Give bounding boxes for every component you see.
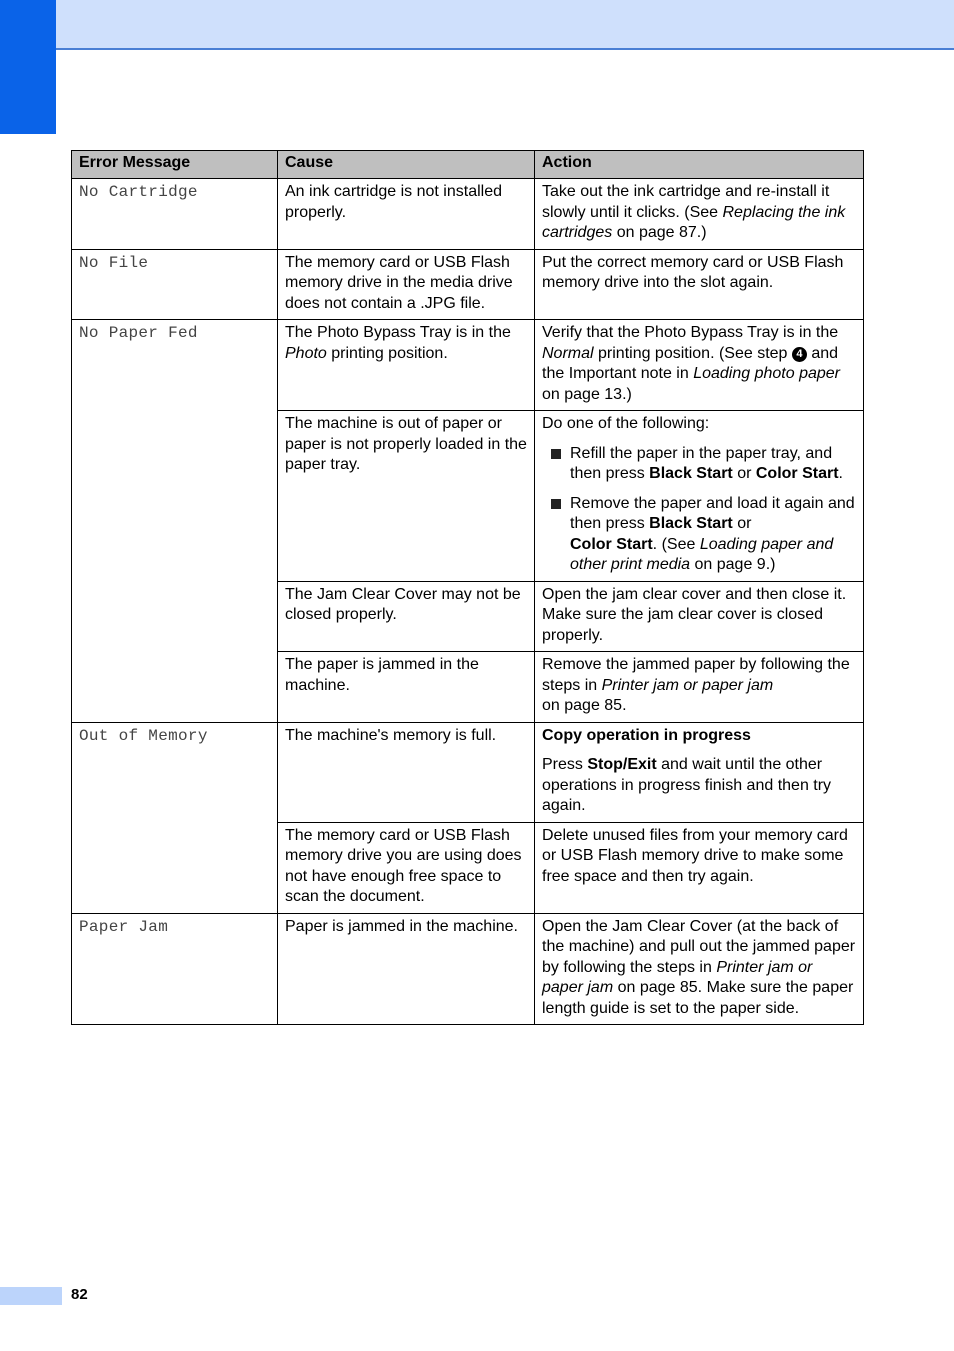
cross-reference: Replacing the ink cartridges bbox=[542, 203, 846, 241]
action-cell: Copy operation in progress Press Stop/Exit and wait until the other operations in progress finish and then try again. bbox=[535, 722, 864, 822]
error-code: No File bbox=[79, 253, 149, 272]
column-header-action: Action bbox=[535, 151, 864, 179]
column-header-cause: Cause bbox=[278, 151, 535, 179]
chapter-tab bbox=[0, 0, 56, 134]
cause-cell: The Jam Clear Cover may not be closed properly. bbox=[278, 581, 535, 652]
header-band bbox=[0, 0, 954, 49]
column-header-error-message: Error Message bbox=[72, 151, 278, 179]
action-cell: Put the correct memory card or USB Flash memory drive into the slot again. bbox=[535, 249, 864, 320]
footer-band bbox=[0, 1287, 62, 1305]
action-cell: Take out the ink cartridge and re-install it slowly until it clicks. (See Replacing the ink cartridges on page 87.) bbox=[535, 179, 864, 250]
error-message-cell bbox=[72, 249, 278, 320]
table-header-row bbox=[72, 151, 864, 179]
cause-cell: The paper is jammed in the machine. bbox=[278, 652, 535, 723]
cause-cell: The memory card or USB Flash memory drive in the media drive does not contain a .JPG file. bbox=[278, 249, 535, 320]
header-rule bbox=[56, 48, 954, 50]
square-bullet-icon bbox=[551, 449, 561, 459]
error-message-cell bbox=[72, 913, 278, 1025]
action-cell: Remove the jammed paper by following the steps in Printer jam or paper jam on page 85. bbox=[535, 652, 864, 723]
action-cell: Verify that the Photo Bypass Tray is in the Normal printing position. (See step 4 and the Important note in Loading photo paper on page 13.) bbox=[535, 320, 864, 411]
cause-cell: The Photo Bypass Tray is in the Photo printing position. bbox=[278, 320, 535, 411]
cause-cell: Paper is jammed in the machine. bbox=[278, 913, 535, 1025]
error-code: Out of Memory bbox=[79, 726, 208, 745]
cause-cell: An ink cartridge is not installed properly. bbox=[278, 179, 535, 250]
action-cell: Open the jam clear cover and then close it. Make sure the jam clear cover is closed properly. bbox=[535, 581, 864, 652]
action-heading: Copy operation in progress bbox=[542, 726, 751, 744]
table-row bbox=[72, 179, 864, 250]
table-row bbox=[72, 320, 864, 411]
error-message-cell bbox=[72, 722, 278, 913]
table-row bbox=[72, 722, 864, 822]
error-code: Paper Jam bbox=[79, 917, 169, 936]
cross-reference: Loading photo paper bbox=[693, 365, 840, 382]
cause-cell: The machine is out of paper or paper is not properly loaded in the paper tray. bbox=[278, 411, 535, 582]
action-cell bbox=[535, 411, 864, 582]
error-code: No Paper Fed bbox=[79, 324, 198, 342]
action-cell: Delete unused files from your memory card or USB Flash memory drive to make some free space and then try again. bbox=[535, 822, 864, 913]
step-number-badge: 4 bbox=[792, 347, 807, 362]
error-message-cell bbox=[72, 320, 278, 723]
cross-reference: Printer jam or paper jam bbox=[542, 958, 813, 996]
error-message-table bbox=[71, 150, 864, 1025]
cross-reference: Printer jam or paper jam bbox=[601, 676, 774, 694]
bullet-item: Refill the paper in the paper tray, and then press Black Start or Color Start. bbox=[542, 444, 856, 485]
cause-cell: The memory card or USB Flash memory drive you are using does not have enough free space to scan the document. bbox=[278, 822, 535, 913]
bullet-item: Remove the paper and load it again and then press Black Start or Color Start. (See Loading paper and other print media on page 9.) bbox=[542, 494, 856, 576]
table-row bbox=[72, 913, 864, 1025]
page-number: 82 bbox=[71, 1286, 88, 1303]
error-message-cell bbox=[72, 179, 278, 250]
error-code: No Cartridge bbox=[79, 183, 198, 201]
square-bullet-icon bbox=[551, 499, 561, 509]
cause-cell: The machine's memory is full. bbox=[278, 722, 535, 822]
cross-reference: Loading paper and other print media bbox=[570, 535, 834, 573]
action-cell: Open the Jam Clear Cover (at the back of the machine) and pull out the jammed paper by following the steps in Printer jam or paper jam on page 85. Make sure the paper length guide is set to the paper side. bbox=[535, 913, 864, 1025]
action-intro: Do one of the following: bbox=[542, 415, 710, 432]
table-row bbox=[72, 249, 864, 320]
